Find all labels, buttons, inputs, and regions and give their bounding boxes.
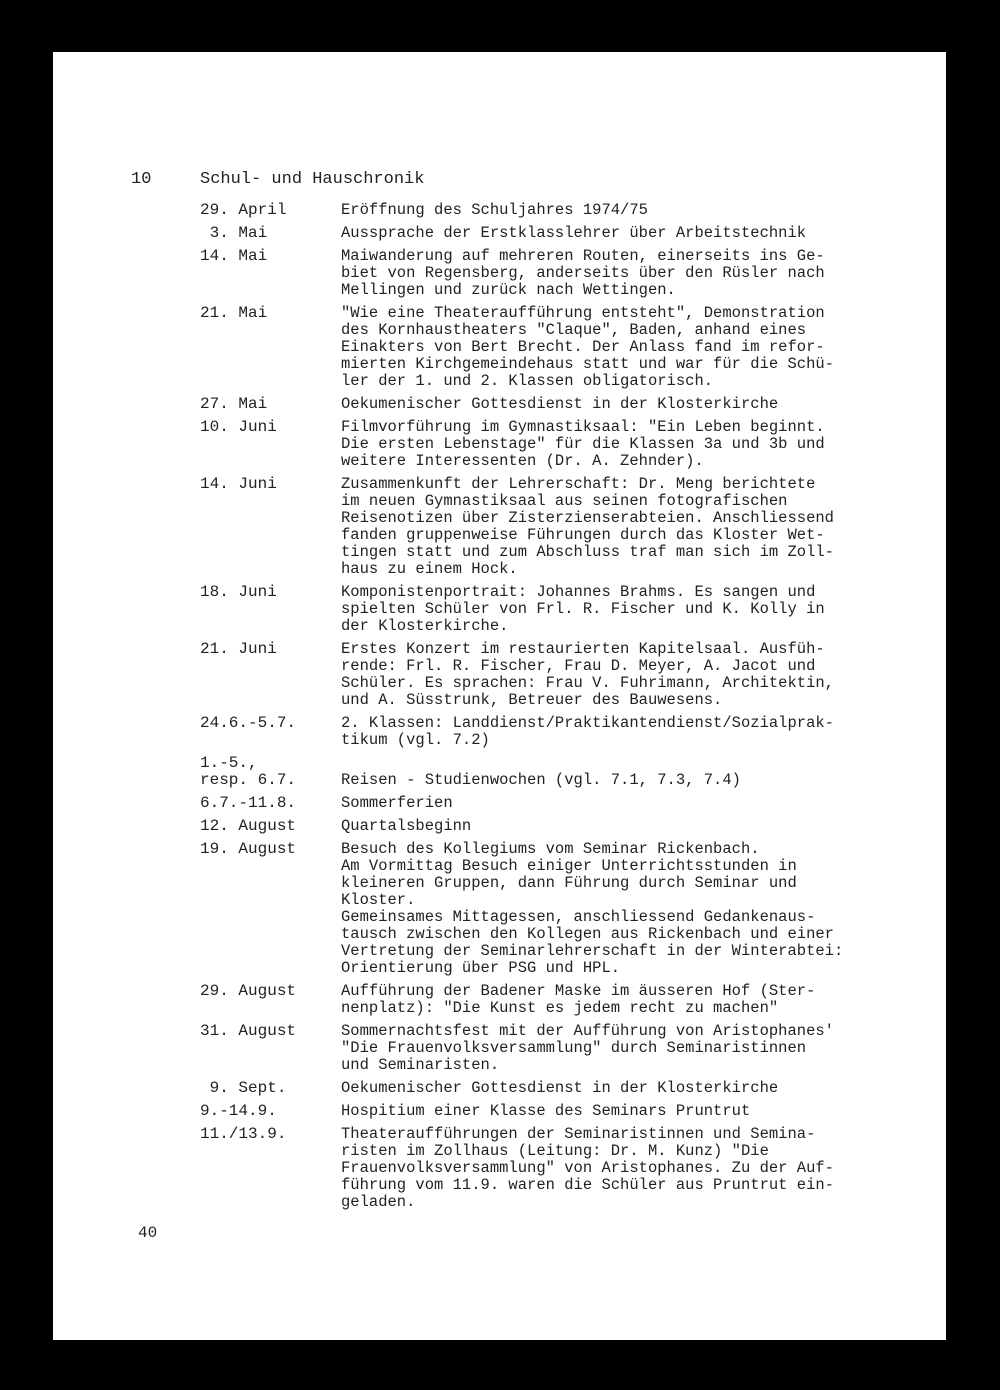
entry-text: Hospitium einer Klasse des Seminars Pruntrut bbox=[341, 1102, 751, 1120]
document-page bbox=[53, 52, 946, 1340]
entry-date: 31. August bbox=[200, 1022, 297, 1040]
entry-date: 9.-14.9. bbox=[200, 1102, 277, 1120]
entry-date: 29. August bbox=[200, 982, 297, 1000]
chronicle-entry bbox=[200, 584, 940, 635]
chronicle-entry bbox=[200, 202, 940, 219]
entry-text: Oekumenischer Gottesdienst in der Klosterkirche bbox=[341, 1079, 779, 1097]
chronicle-list bbox=[200, 202, 940, 1217]
entry-date: 3. Mai bbox=[200, 224, 268, 242]
chronicle-entry bbox=[200, 983, 940, 1017]
entry-text: Quartalsbeginn bbox=[341, 817, 472, 835]
entry-date: 24.6.-5.7. bbox=[200, 714, 297, 732]
entry-text: Filmvorführung im Gymnastiksaal: "Ein Leben beginnt. Die ersten Lebenstage" für die Klassen 3a und 3b und weitere Interessenten (Dr. A. Zehnder). bbox=[341, 418, 825, 470]
entry-text: Reisen - Studienwochen (vgl. 7.1, 7.3, 7.4) bbox=[341, 771, 741, 789]
entry-date: 11./13.9. bbox=[200, 1125, 287, 1143]
entry-date: 14. Juni bbox=[200, 475, 277, 493]
entry-text: Erstes Konzert im restaurierten Kapitelsaal. Ausfüh- rende: Frl. R. Fischer, Frau D. Meyer, A. Jacot und Schüler. Es sprachen: Frau V. Fuhrimann, Architektin, und A. Süsstrunk, Betreuer des Bauwesens. bbox=[341, 640, 834, 709]
entry-date: 9. Sept. bbox=[200, 1079, 287, 1097]
entry-date: 18. Juni bbox=[200, 583, 277, 601]
entry-date: 1.-5., resp. 6.7. bbox=[200, 754, 297, 789]
chronicle-entry bbox=[200, 795, 940, 812]
entry-text: Zusammenkunft der Lehrerschaft: Dr. Meng berichtete im neuen Gymnastiksaal aus seinen fotografischen Reisenotizen über Zisterzienserabteien. Anschliessend fanden gruppenweise Führungen durch das Kloster Wet- tingen statt und zum Abschluss traf man sich im Zoll- haus zu einem Hock. bbox=[341, 475, 834, 578]
entry-date: 14. Mai bbox=[200, 247, 268, 265]
chronicle-entry bbox=[200, 715, 940, 749]
entry-text: Oekumenischer Gottesdienst in der Klosterkirche bbox=[341, 395, 779, 413]
chronicle-entry bbox=[200, 419, 940, 470]
chronicle-entry bbox=[200, 1126, 940, 1211]
chronicle-entry bbox=[200, 841, 940, 977]
entry-text: Theateraufführungen der Seminaristinnen und Semina- risten im Zollhaus (Leitung: Dr. M. Kunz) "Die Frauenvolksversammlung" von Aristophanes. Zu der Auf- führung vom 11.9. waren die Schüler aus Pruntrut ein- geladen. bbox=[341, 1125, 834, 1211]
chronicle-entry bbox=[200, 396, 940, 413]
entry-text: Maiwanderung auf mehreren Routen, einerseits ins Ge- biet von Regensberg, anderseits über den Rüsler nach Mellingen und zurück nach Wettingen. bbox=[341, 247, 825, 299]
entry-date: 6.7.-11.8. bbox=[200, 794, 297, 812]
entry-text: Besuch des Kollegiums vom Seminar Rickenbach. Am Vormittag Besuch einiger Unterrichtsstunden in kleineren Gruppen, dann Führung durch Seminar und Kloster. Gemeinsames Mittagessen, anschliessend Gedankenaus- tausch zwischen den Kollegen aus Rickenbach und einer Vertretung der Seminarlehrerschaft in der Winterabtei: Orientierung über PSG und HPL. bbox=[341, 840, 844, 977]
chronicle-entry bbox=[200, 225, 940, 242]
chronicle-entry bbox=[200, 1103, 940, 1120]
chronicle-entry bbox=[200, 641, 940, 709]
entry-date: 29. April bbox=[200, 201, 287, 219]
chronicle-entry bbox=[200, 476, 940, 578]
entry-text: 2. Klassen: Landdienst/Praktikantendienst/Sozialprak- tikum (vgl. 7.2) bbox=[341, 714, 834, 749]
entry-date: 19. August bbox=[200, 840, 297, 858]
chronicle-entry bbox=[200, 248, 940, 299]
entry-text: Sommernachtsfest mit der Aufführung von Aristophanes' "Die Frauenvolksversammlung" durch Seminaristinnen und Seminaristen. bbox=[341, 1022, 834, 1074]
entry-text: Aufführung der Badener Maske im äusseren Hof (Ster- nenplatz): "Die Kunst es jedem recht zu machen" bbox=[341, 982, 816, 1017]
section-title: Schul- und Hauschronik bbox=[200, 170, 425, 189]
page-number: 40 bbox=[138, 1224, 158, 1242]
entry-text: "Wie eine Theateraufführung entsteht", Demonstration des Kornhaustheaters "Claque", Baden, anhand eines Einakters von Bert Brecht. Der Anlass fand im refor- mierten Kirchgemeindehaus statt und war für die Schü- ler der 1. und 2. Klassen obligatorisch. bbox=[341, 304, 834, 390]
section-number: 10 bbox=[131, 170, 152, 189]
chronicle-entry bbox=[200, 755, 940, 789]
entry-date: 10. Juni bbox=[200, 418, 277, 436]
chronicle-entry bbox=[200, 1023, 940, 1074]
entry-date: 21. Juni bbox=[200, 640, 277, 658]
chronicle-entry bbox=[200, 1080, 940, 1097]
chronicle-entry bbox=[200, 818, 940, 835]
entry-text: Sommerferien bbox=[341, 794, 453, 812]
entry-date: 21. Mai bbox=[200, 304, 268, 322]
entry-text: Komponistenportrait: Johannes Brahms. Es sangen und spielten Schüler von Frl. R. Fischer und K. Kolly in der Klosterkirche. bbox=[341, 583, 825, 635]
chronicle-entry bbox=[200, 305, 940, 390]
entry-text: Eröffnung des Schuljahres 1974/75 bbox=[341, 201, 648, 219]
entry-date: 27. Mai bbox=[200, 395, 268, 413]
entry-date: 12. August bbox=[200, 817, 297, 835]
entry-text: Aussprache der Erstklasslehrer über Arbeitstechnik bbox=[341, 224, 807, 242]
